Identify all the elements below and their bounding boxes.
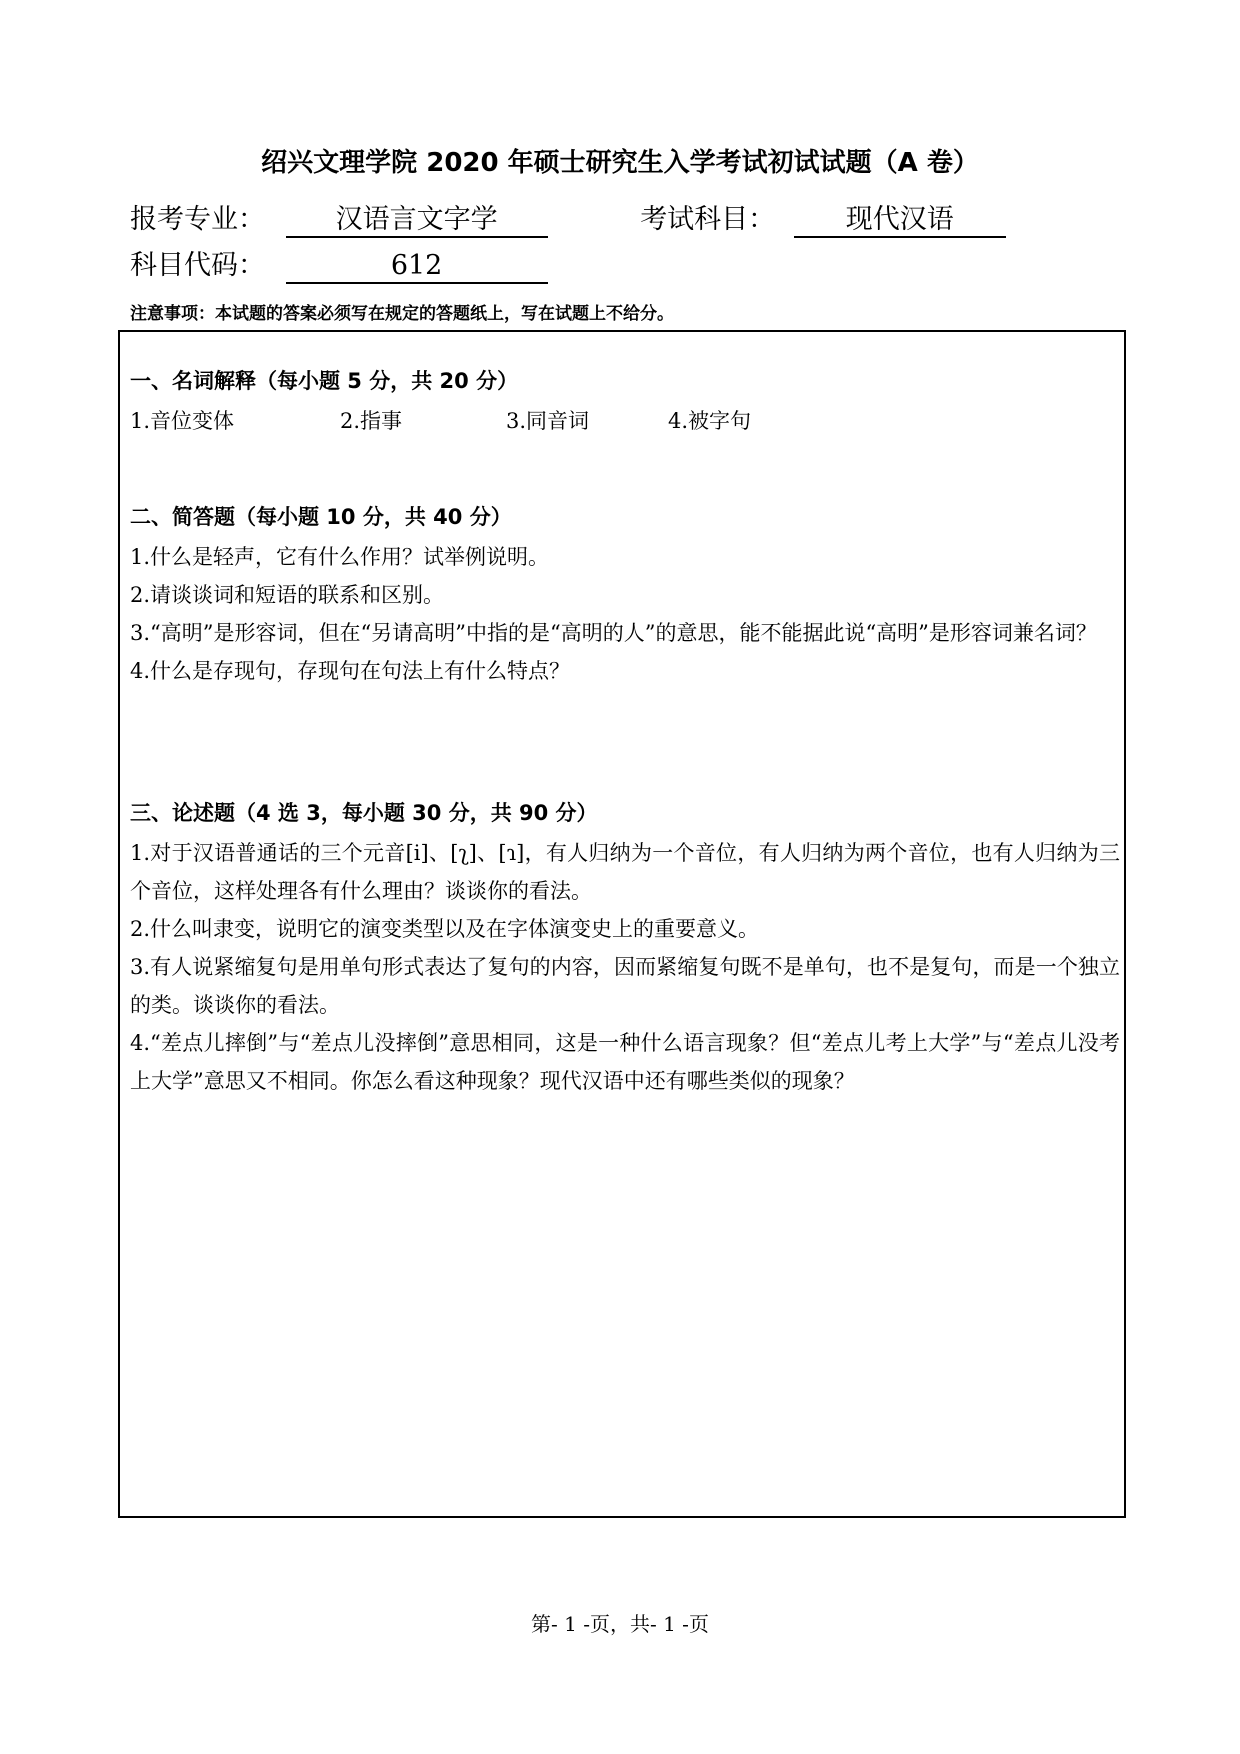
question-item: 3.“高明”是形容词，但在“另请高明”中指的是“高明的人”的意思，能不能据此说“高明”是形容词兼名词？	[130, 621, 1097, 645]
question-item: 2.请谈谈词和短语的联系和区别。	[130, 583, 445, 607]
code-label: 科目代码：	[130, 250, 265, 281]
notice: 注意事项：本试题的答案必须写在规定的答题纸上，写在试题上不给分。	[130, 304, 674, 324]
term-list	[130, 402, 1120, 440]
meta-row-major-subject	[130, 202, 1006, 238]
question-item: 2.什么叫隶变，说明它的演变类型以及在字体演变史上的重要意义。	[130, 917, 760, 941]
term-item: 4.被字句	[668, 409, 752, 433]
section-heading: 三、论述题（4 选 3，每小题 30 分，共 90 分）	[130, 801, 598, 825]
subject-label: 考试科目：	[640, 204, 776, 235]
term-item: 3.同音词	[506, 409, 590, 433]
section-heading: 二、简答题（每小题 10 分，共 40 分）	[130, 505, 512, 529]
code-value: 612	[286, 250, 548, 284]
section-short-answer	[130, 498, 1120, 690]
section-vocabulary	[130, 362, 1120, 440]
question-item: 4.什么是存现句，存现句在句法上有什么特点？	[130, 659, 571, 683]
section-heading: 一、名词解释（每小题 5 分，共 20 分）	[130, 369, 519, 393]
term-item: 1.音位变体	[130, 409, 235, 433]
major-value: 汉语言文字学	[286, 204, 548, 238]
exam-title: 绍兴文理学院 2020 年硕士研究生入学考试初试试题（A 卷）	[261, 148, 979, 178]
question-item: 1.什么是轻声，它有什么作用？试举例说明。	[130, 545, 550, 569]
meta-row-code	[130, 248, 548, 284]
question-item: 4.“差点儿摔倒”与“差点儿没摔倒”意思相同，这是一种什么语言现象？但“差点儿考上大学”与“差点儿没考上大学”意思又不相同。你怎么看这种现象？现代汉语中还有哪些类似的现象？	[130, 1031, 1120, 1093]
subject-value: 现代汉语	[794, 204, 1006, 238]
term-item: 2.指事	[340, 409, 403, 433]
question-item: 3.有人说紧缩复句是用单句形式表达了复句的内容，因而紧缩复句既不是单句，也不是复句，而是一个独立的类。谈谈你的看法。	[130, 955, 1120, 1017]
question-item: 1.对于汉语普通话的三个元音[i]、[ʅ]、[ɿ]，有人归纳为一个音位，有人归纳为两个音位，也有人归纳为三个音位，这样处理各有什么理由？谈谈你的看法。	[130, 841, 1120, 903]
section-essay	[130, 794, 1120, 1100]
major-label: 报考专业：	[130, 204, 265, 235]
page-number: 第- 1 -页，共- 1 -页	[531, 1612, 709, 1636]
